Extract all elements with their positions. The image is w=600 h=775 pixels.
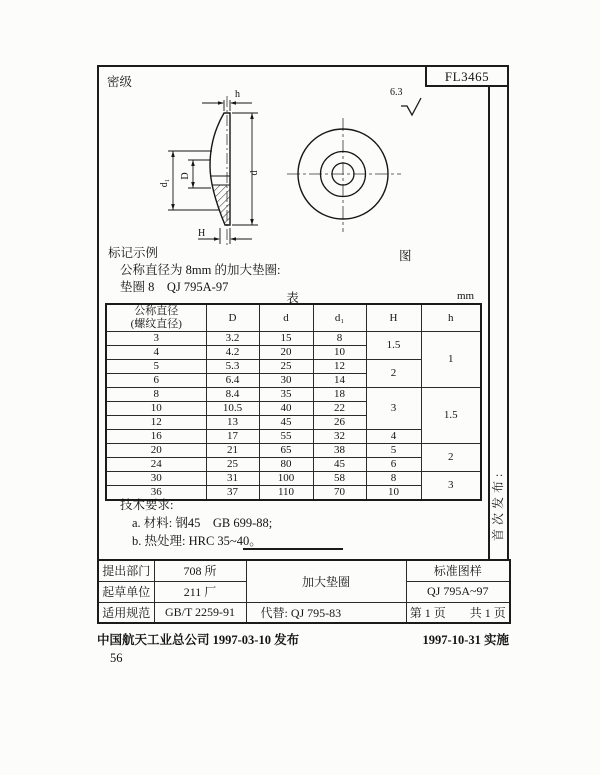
cell: 20 [106, 444, 206, 458]
cell: 24 [106, 458, 206, 472]
dim-label-h: h [235, 89, 240, 100]
applicable-spec-value: GB/T 2259-91 [154, 602, 246, 623]
cell: 14 [313, 374, 366, 388]
cell: 70 [313, 486, 366, 501]
cell: 5 [366, 444, 421, 458]
cell: 31 [206, 472, 259, 486]
cell: 16 [106, 430, 206, 444]
cell: 10.5 [206, 402, 259, 416]
proposing-dept-value: 708 所 [154, 560, 246, 581]
cell: 10 [366, 486, 421, 501]
header-row [106, 304, 481, 332]
cell: 45 [313, 458, 366, 472]
title-block-table [97, 559, 511, 624]
title-block-row [98, 602, 510, 623]
security-level-label: 密级 [107, 75, 133, 89]
publisher-release-line: 中国航天工业总公司 1997-03-10 发布 [97, 633, 300, 647]
drafting-unit-label: 起草单位 [98, 581, 154, 602]
dim-label-d: d [249, 170, 260, 176]
proposing-dept-label: 提出部门 [98, 560, 154, 581]
cell: 6 [366, 458, 421, 472]
cell: 26 [313, 416, 366, 430]
cell: 38 [313, 444, 366, 458]
cell: 30 [259, 374, 313, 388]
table-row [106, 444, 481, 458]
cell: 3 [421, 472, 481, 501]
table-row [106, 388, 481, 402]
implementation-date-line: 1997-10-31 实施 [422, 633, 509, 647]
applicable-spec-label: 适用规范 [98, 602, 154, 623]
cell: 2 [366, 360, 421, 388]
cell: 6.4 [206, 374, 259, 388]
table-row [106, 472, 481, 486]
header-H: H [366, 304, 421, 332]
cell: 3.2 [206, 332, 259, 346]
cell: 25 [206, 458, 259, 472]
product-name: 加大垫圈 [246, 560, 406, 602]
cell: 2 [421, 444, 481, 472]
dim-label-D: D [180, 172, 191, 180]
cell: 10 [106, 402, 206, 416]
cell: 5.3 [206, 360, 259, 374]
cell: 6 [106, 374, 206, 388]
cell: 55 [259, 430, 313, 444]
cell: 80 [259, 458, 313, 472]
tech-requirement-material: a. 材料: 钢45 GB 699-88; [132, 516, 273, 530]
cell: 12 [106, 416, 206, 430]
cell: 40 [259, 402, 313, 416]
cell: 110 [259, 486, 313, 501]
cell: 4.2 [206, 346, 259, 360]
cell: 58 [313, 472, 366, 486]
dimension-table [105, 303, 482, 501]
cell: 22 [313, 402, 366, 416]
surface-roughness-icon [399, 96, 423, 117]
section-hatching [208, 185, 232, 225]
replaces-note: 代替: QJ 795-83 [246, 602, 406, 623]
header-h: h [421, 304, 481, 332]
cell: 21 [206, 444, 259, 458]
cell: 8 [106, 388, 206, 402]
cell: 13 [206, 416, 259, 430]
page-number: 56 [110, 651, 123, 665]
dim-label-H: H [198, 228, 206, 239]
header-nominal: 公称直径 (螺纹直径) [106, 304, 206, 332]
cell: 18 [313, 388, 366, 402]
cell: 15 [259, 332, 313, 346]
cell: 36 [106, 486, 206, 501]
standard-number: QJ 795A~97 [406, 581, 510, 602]
cell: 20 [259, 346, 313, 360]
roughness-value: 6.3 [390, 87, 403, 98]
cell: 35 [259, 388, 313, 402]
cell: 8 [313, 332, 366, 346]
page-info: 第 1 页 共 1 页 [406, 602, 510, 623]
drafting-unit-value: 211 厂 [154, 581, 246, 602]
washer-top-view [285, 116, 405, 236]
cell: 8.4 [206, 388, 259, 402]
cell: 1.5 [421, 388, 481, 444]
standard-drawing-label: 标准图样 [406, 560, 510, 581]
main-frame [97, 65, 509, 561]
cell: 25 [259, 360, 313, 374]
cell: 32 [313, 430, 366, 444]
cell: 10 [313, 346, 366, 360]
cell: 30 [106, 472, 206, 486]
table-caption: 表 [286, 291, 299, 305]
doc-code-box: FL3465 [425, 67, 507, 87]
header-d1: d₁ [313, 304, 366, 332]
title-block-container [97, 559, 511, 624]
cell: 45 [259, 416, 313, 430]
figure-caption: 图 [399, 249, 412, 263]
cell: 5 [106, 360, 206, 374]
cell: 17 [206, 430, 259, 444]
table-unit-label: mm [457, 290, 475, 302]
end-of-content-line [243, 548, 343, 550]
cell: 37 [206, 486, 259, 501]
washer-section-view [140, 88, 300, 250]
marking-example-description: 公称直径为 8mm 的加大垫圈: [120, 263, 281, 277]
cell: 8 [366, 472, 421, 486]
cell: 12 [313, 360, 366, 374]
cell: 1.5 [366, 332, 421, 360]
tech-requirement-heat-treatment: b. 热处理: HRC 35~40。 [132, 534, 262, 548]
dimension-table-container [105, 303, 482, 501]
marking-example-designation: 垫圈 8 QJ 795A-97 [120, 280, 229, 294]
tech-requirements-title: 技术要求: [120, 498, 174, 512]
cell: 100 [259, 472, 313, 486]
marking-example-title: 标记示例 [108, 246, 159, 260]
first-release-vertical-text: 首次发布: [491, 469, 505, 541]
cell: 4 [106, 346, 206, 360]
cell: 65 [259, 444, 313, 458]
dim-label-d1: d₁ [159, 178, 170, 188]
cell: 1 [421, 332, 481, 388]
cell: 3 [366, 388, 421, 430]
first-release-strip [488, 87, 507, 559]
title-block-row [98, 560, 510, 581]
header-D: D [206, 304, 259, 332]
table-row [106, 332, 481, 346]
header-d: d [259, 304, 313, 332]
cell: 3 [106, 332, 206, 346]
cell: 4 [366, 430, 421, 444]
